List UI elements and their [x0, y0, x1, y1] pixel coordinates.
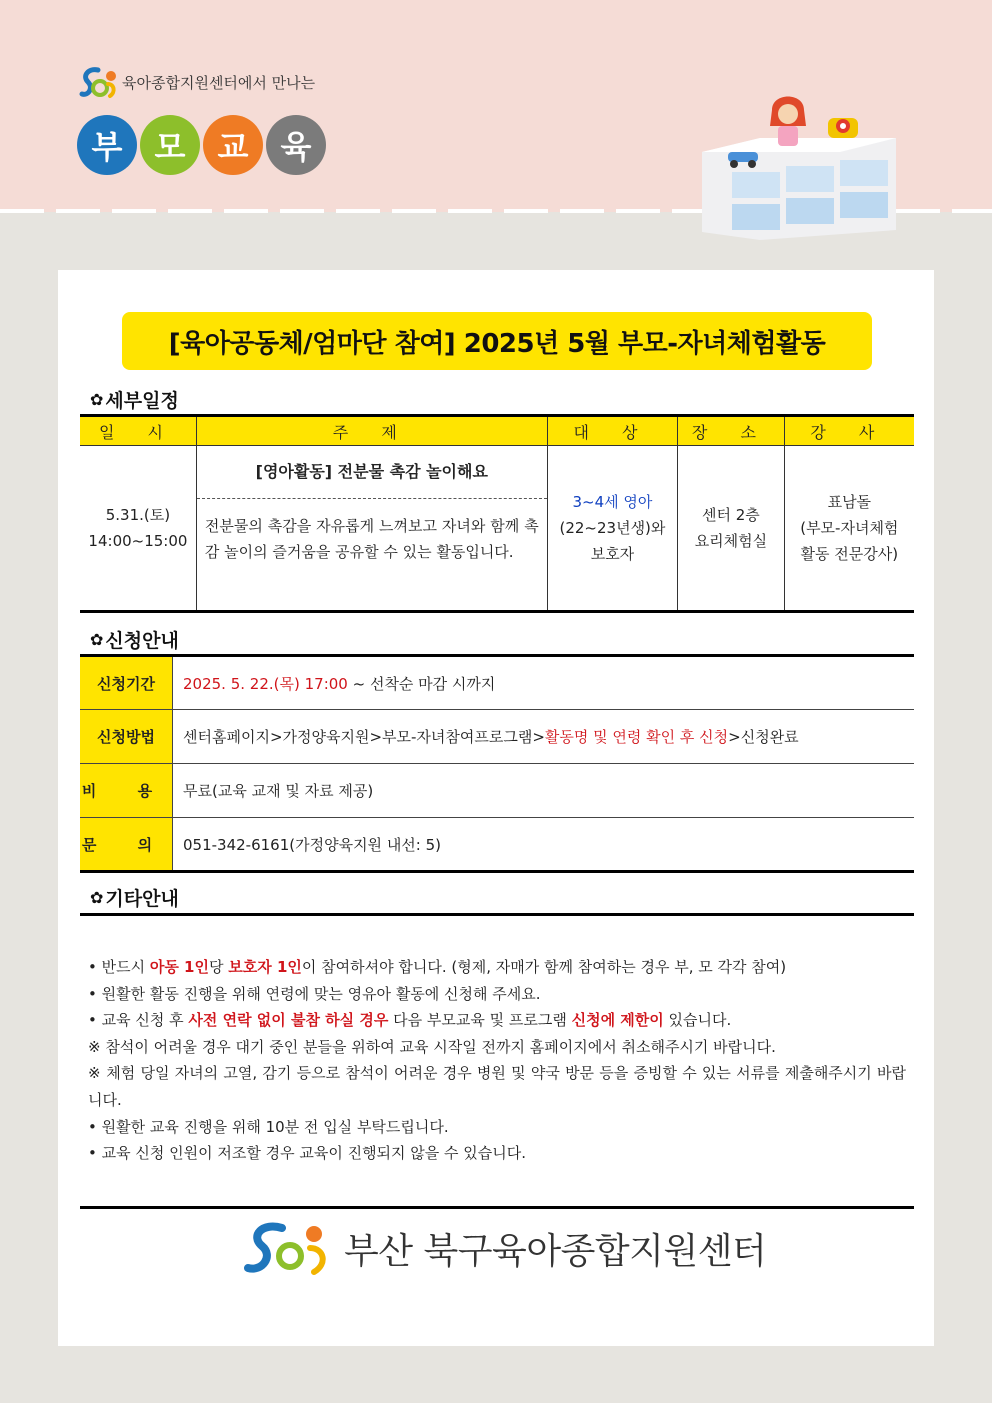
period-value	[173, 656, 915, 710]
schedule-table	[80, 414, 914, 613]
note-1-text-c: 당	[209, 958, 229, 976]
event-title: [육아공동체/엄마단 참여] 2025년 5월 부모-자녀체험활동	[122, 312, 872, 370]
schedule-row	[80, 446, 914, 612]
place-floor: 센터 2층	[702, 506, 760, 524]
parent-education-title	[77, 115, 326, 175]
note-1	[88, 954, 906, 981]
method-end: >신청완료	[728, 728, 799, 746]
note-1-highlight-guardian: 보호자 1인	[228, 958, 302, 976]
place-room: 요리체험실	[694, 532, 768, 550]
cost-value: 무료(교육 교재 및 자료 제공)	[173, 764, 915, 818]
method-label: 신청방법	[80, 710, 173, 764]
note-1-highlight-child: 아동 1인	[149, 958, 209, 976]
note-6: • 원활한 교육 진행을 위해 10분 전 입실 부탁드립니다.	[88, 1117, 449, 1136]
topic-description: 전분물의 촉감을 자유롭게 느껴보고 자녀와 함께 촉감 놀이의 즐거움을 공유할 수 있는 활동입니다.	[204, 517, 539, 561]
col-lecturer: 강 사	[784, 416, 914, 446]
header-logo	[78, 62, 315, 102]
note-3-text-a: • 교육 신청 후	[88, 1011, 189, 1030]
target-birth-years: (22~23년생)와	[559, 519, 666, 537]
toy-shelf-illustration	[700, 92, 900, 240]
apply-heading	[90, 626, 179, 653]
method-value	[173, 710, 915, 764]
method-highlight: 활동명 및 연령 확인 후 신청	[544, 728, 729, 746]
note-3-text-c: 다음 부모교육 및 프로그램	[388, 1011, 572, 1030]
note-7: • 교육 신청 인원이 저조할 경우 교육이 진행되지 않을 수 있습니다.	[88, 1144, 527, 1163]
schedule-heading-text: 세부일정	[105, 390, 179, 412]
flower-icon: ✿	[90, 630, 104, 649]
note-1-text-e: 이 참여하셔야 합니다. (형제, 자매가 함께 참여하는 경우 부, 모 각각 참여)	[301, 958, 787, 976]
col-topic: 주 제	[196, 416, 547, 446]
datetime-cell	[80, 446, 196, 612]
lecturer-name: 표남돌	[827, 493, 872, 511]
content-card	[58, 270, 934, 1346]
cost-label: 비 용	[80, 764, 173, 818]
note-3-highlight-absence: 사전 연락 없이 불참 하실 경우	[188, 1011, 389, 1030]
header-subtitle: 육아종합지원센터에서 만나는	[122, 73, 316, 92]
topic-cell	[196, 446, 547, 612]
note-4: ※ 참석이 어려울 경우 대기 중인 분들을 위하여 교육 시작일 전까지 홈페이지에서 취소해주시기 바랍니다.	[88, 1037, 776, 1056]
etc-divider	[80, 913, 914, 916]
period-date: 2025. 5. 22.(목) 17:00	[183, 674, 348, 693]
contact-label: 문 의	[80, 818, 173, 872]
flower-icon: ✿	[90, 888, 104, 907]
apply-row-cost	[80, 764, 914, 818]
title-circle-1: 부	[77, 115, 137, 175]
note-3-highlight-limit: 신청에 제한이	[571, 1011, 664, 1030]
footer-org-name: 부산 북구육아종합지원센터	[344, 1230, 767, 1272]
target-cell	[547, 446, 677, 612]
apply-table	[80, 654, 914, 873]
center-logo-icon	[242, 1218, 338, 1278]
lecturer-cell	[784, 446, 914, 612]
topic-title: [영아활동] 전분물 촉감 놀이해요	[197, 446, 547, 499]
period-label: 신청기간	[80, 656, 173, 710]
flower-icon: ✿	[90, 390, 104, 409]
period-rest: ~ 선착순 마감 시까지	[347, 674, 496, 693]
target-age: 3~4세 영아	[572, 493, 653, 511]
title-circle-3: 교	[203, 115, 263, 175]
footer-divider	[80, 1206, 914, 1209]
col-place: 장 소	[678, 416, 784, 446]
apply-row-method	[80, 710, 914, 764]
etc-heading-text: 기타안내	[105, 888, 179, 910]
footer-logo	[242, 1218, 766, 1278]
target-guardian: 보호자	[590, 545, 635, 563]
etc-notes	[88, 954, 906, 1167]
contact-value: 051-342-6161(가정양육지원 내선: 5)	[173, 818, 915, 872]
apply-heading-text: 신청안내	[105, 630, 179, 652]
note-2: • 원활한 활동 진행을 위해 연령에 맞는 영유아 활동에 신청해 주세요.	[88, 984, 541, 1003]
center-logo-icon	[78, 62, 118, 102]
col-datetime: 일 시	[80, 416, 196, 446]
etc-heading	[90, 884, 179, 911]
note-5: ※ 체험 당일 자녀의 고열, 감기 등으로 참석이 어려운 경우 병원 및 약국 방문 등을 증빙할 수 있는 서류를 제출해주시기 바랍니다.	[88, 1064, 906, 1109]
col-target: 대 상	[547, 416, 677, 446]
note-3-text-e: 있습니다.	[663, 1011, 732, 1030]
title-circle-4: 육	[266, 115, 326, 175]
method-path: 센터홈페이지>가정양육지원>부모-자녀참여프로그램>	[183, 728, 545, 746]
event-time: 14:00~15:00	[88, 532, 188, 550]
note-1-text-a: • 반드시	[88, 958, 150, 976]
event-date: 5.31.(토)	[105, 506, 171, 524]
place-cell	[678, 446, 784, 612]
apply-row-period	[80, 656, 914, 710]
lecturer-role-2: 활동 전문강사)	[800, 545, 899, 563]
schedule-header-row	[80, 416, 914, 446]
lecturer-role-1: (부모-자녀체험	[800, 519, 899, 537]
note-3	[88, 1007, 906, 1034]
title-circle-2: 모	[140, 115, 200, 175]
apply-row-contact	[80, 818, 914, 872]
schedule-heading	[90, 386, 179, 413]
